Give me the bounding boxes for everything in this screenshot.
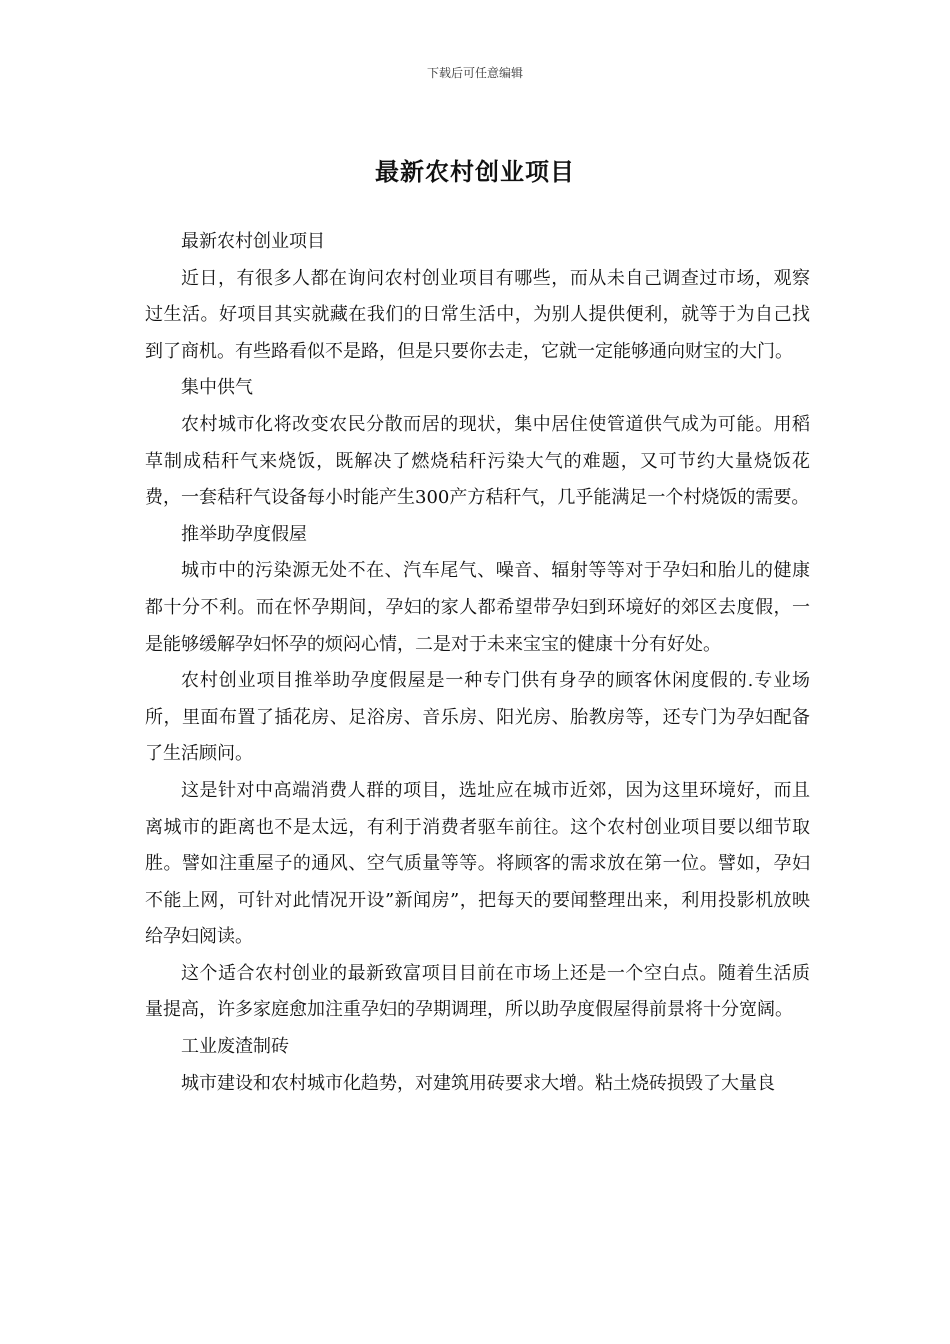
- document-title: 最新农村创业项目: [375, 157, 575, 186]
- section-heading-gas: 集中供气: [181, 377, 253, 399]
- paragraph-intro-heading: 最新农村创业项目: [181, 231, 325, 252]
- paragraph-bricks: 城市建设和农村城市化趋势，对建筑用砖要求大增。粘土烧砖损毁了大量良: [181, 1072, 775, 1094]
- paragraph-maternity-1: 城市中的污染源无处不在、汽车尾气、噪音、辐射等等对于孕妇和胎儿的健康都十分不利。而在怀孕期间，孕妇的家人都希望带孕妇到环境好的郊区去度假，一是能够缓解孕妇怀孕的烦闷心情，二是对于未来宝宝的健康十分有好处。: [145, 560, 810, 655]
- section-heading-bricks: 工业废渣制砖: [181, 1036, 289, 1058]
- header-note: 下载后可任意编辑: [426, 66, 523, 80]
- paragraph-maternity-4: 这个适合农村创业的最新致富项目目前在市场上还是一个空白点。随着生活质量提高，许多家庭愈加注重孕妇的孕期调理，所以助孕度假屋得前景将十分宽阔。: [145, 962, 810, 1021]
- paragraph-maternity-3: 这是针对中高端消费人群的项目，选址应在城市近郊，因为这里环境好，而且离城市的距离也不是太远，有利于消费者驱车前往。这个农村创业项目要以细节取胜。譬如注重屋子的通风、空气质量等等。将顾客的需求放在第一位。譬如，孕妇不能上网，可针对此情况开设”新闻房”，把每天的要闻整理出来，利用投影机放映给孕妇阅读。: [145, 779, 810, 948]
- document-body: [145, 224, 810, 1102]
- paragraph-maternity-2: 农村创业项目推举助孕度假屋是一种专门供有身孕的顾客休闲度假的.专业场所，里面布置了插花房、足浴房、音乐房、阳光房、胎教房等，还专门为孕妇配备了生活顾问。: [145, 670, 810, 765]
- paragraph-gas: 农村城市化将改变农民分散而居的现状，集中居住使管道供气成为可能。用稻草制成秸秆气来烧饭，既解决了燃烧秸秆污染大气的难题，又可节约大量烧饭花费，一套秸秆气设备每小时能产生300产方秸秆气，几乎能满足一个村烧饭的需要。: [145, 413, 810, 509]
- section-heading-maternity: 推举助孕度假屋: [181, 523, 307, 545]
- paragraph-intro: 近日，有很多人都在询问农村创业项目有哪些，而从未自己调查过市场，观察过生活。好项目其实就藏在我们的日常生活中，为别人提供便利，就等于为自己找到了商机。有些路看似不是路，但是只要你去走，它就一定能够通向财宝的大门。: [145, 267, 810, 362]
